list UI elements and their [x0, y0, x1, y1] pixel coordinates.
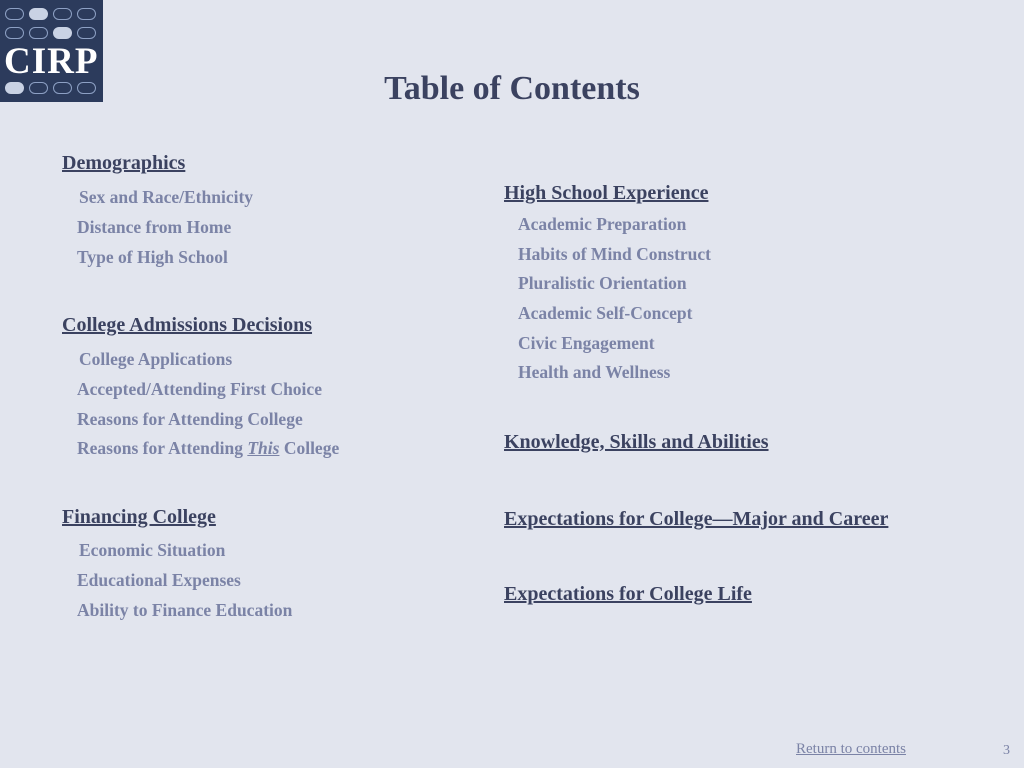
logo-pill-icon [29, 27, 48, 39]
link-pluralistic-orientation[interactable]: Pluralistic Orientation [518, 273, 687, 293]
heading-expectations-major-career[interactable]: Expectations for College—Major and Career [504, 508, 889, 530]
link-sex-race-ethnicity[interactable]: Sex and Race/Ethnicity [79, 187, 254, 207]
logo-pill-icon [5, 8, 24, 20]
link-type-of-high-school[interactable]: Type of High School [77, 247, 228, 267]
logo-pill-icon [29, 8, 48, 20]
heading-financing-college[interactable]: Financing College [62, 506, 216, 528]
page-number: 3 [1003, 743, 1010, 758]
heading-college-admissions[interactable]: College Admissions Decisions [62, 314, 313, 336]
logo-pill-icon [5, 27, 24, 39]
link-college-applications[interactable]: College Applications [79, 349, 233, 369]
logo-pill-icon [53, 27, 72, 39]
link-text-prefix: Reasons for Attending [77, 438, 248, 458]
heading-knowledge-skills[interactable]: Knowledge, Skills and Abilities [504, 431, 769, 453]
link-text-suffix: College [279, 438, 340, 458]
link-ability-to-finance[interactable]: Ability to Finance Education [77, 600, 293, 620]
logo-wordmark: CIRP [4, 41, 99, 82]
link-accepted-first-choice[interactable]: Accepted/Attending First Choice [77, 379, 322, 399]
link-academic-self-concept[interactable]: Academic Self-Concept [518, 303, 693, 323]
link-academic-preparation[interactable]: Academic Preparation [518, 214, 687, 234]
link-distance-from-home[interactable]: Distance from Home [77, 217, 232, 237]
link-habits-of-mind[interactable]: Habits of Mind Construct [518, 244, 711, 264]
heading-expectations-college-life[interactable]: Expectations for College Life [504, 583, 752, 605]
page-title: Table of Contents [384, 70, 640, 107]
heading-demographics[interactable]: Demographics [62, 152, 186, 174]
link-economic-situation[interactable]: Economic Situation [79, 540, 226, 560]
logo-pill-icon [53, 8, 72, 20]
return-to-contents-link[interactable]: Return to contents [796, 741, 906, 757]
link-health-and-wellness[interactable]: Health and Wellness [518, 362, 671, 382]
link-reasons-attending-college[interactable]: Reasons for Attending College [77, 409, 303, 429]
link-text-emphasis: This [247, 438, 280, 458]
logo-pill-icon [77, 8, 96, 20]
heading-high-school-experience[interactable]: High School Experience [504, 182, 709, 204]
link-civic-engagement[interactable]: Civic Engagement [518, 333, 655, 353]
link-reasons-attending-this-college[interactable] [77, 438, 339, 459]
logo-pill-icon [77, 27, 96, 39]
link-educational-expenses[interactable]: Educational Expenses [77, 570, 241, 590]
